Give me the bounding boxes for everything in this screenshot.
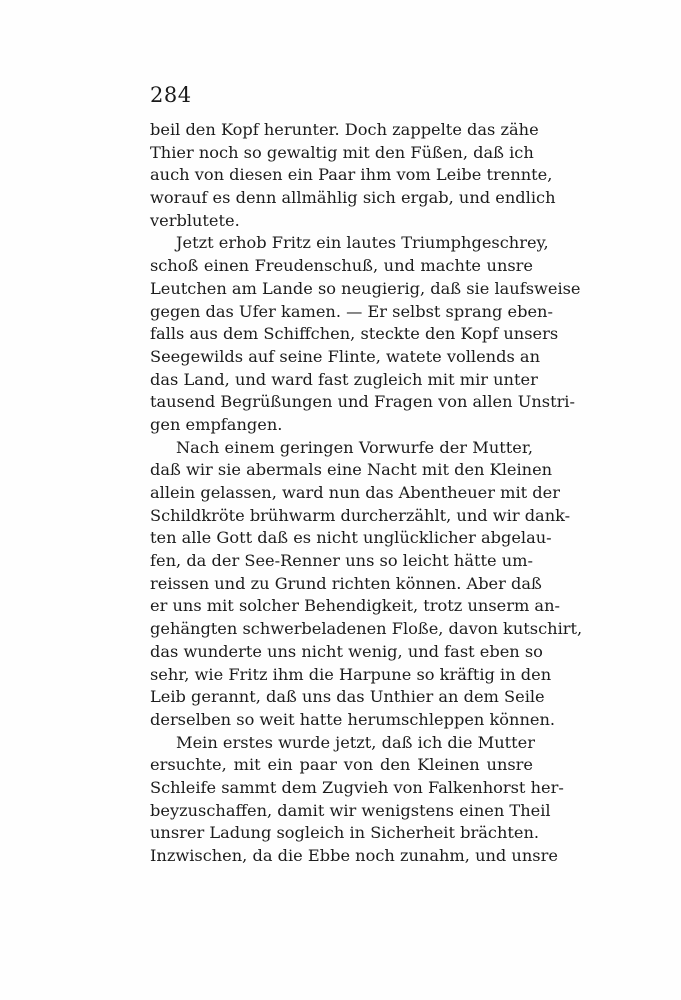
text-line: tausend Begrüßungen und Fragen von allen Unstri- xyxy=(150,392,575,412)
text-line: worauf es denn allmählig sich ergab, und endlich xyxy=(150,188,556,208)
text-line: Thier noch so gewaltig mit den Füßen, daß ich xyxy=(150,142,534,162)
paragraph xyxy=(150,732,564,868)
text-line: Schleife sammt dem Zugvieh von Falkenhorst her- xyxy=(150,777,564,797)
text-line: reissen und zu Grund richten können. Aber daß xyxy=(150,573,542,593)
text-line: schoß einen Freudenschuß, und machte unsre xyxy=(150,256,533,276)
text-line: beil den Kopf herunter. Doch zappelte das zähe xyxy=(150,120,539,139)
text-line: unsrer Ladung sogleich in Sicherheit brächten. xyxy=(150,823,540,843)
text-line: beyzuschaffen, damit wir wenigstens einen Theil xyxy=(150,800,551,820)
text-line: fen, da der See-Renner uns so leicht hätte um- xyxy=(150,551,533,571)
text-line: Seegewilds auf seine Flinte, watete vollends an xyxy=(150,346,540,366)
text-line: gegen das Ufer kamen. — Er selbst sprang eben- xyxy=(150,301,553,321)
text-line: das wunderte uns nicht wenig, und fast eben so xyxy=(150,641,543,661)
text-line: das Land, und ward fast zugleich mit mir unter xyxy=(150,369,538,389)
paragraph xyxy=(150,232,581,436)
page-number: 284 xyxy=(150,83,192,107)
text-line: falls aus dem Schiffchen, steckte den Kopf unsers xyxy=(150,324,559,344)
body-text xyxy=(150,119,583,868)
text-line: Schildkröte brühwarm durcherzählt, und wir dank- xyxy=(150,505,571,525)
text-line: ten alle Gott daß es nicht unglücklicher abgelau- xyxy=(150,528,552,548)
text-line: allein gelassen, ward nun das Abentheuer mit der xyxy=(150,483,560,502)
text-line: auch von diesen ein Paar ihm vom Leibe trennte, xyxy=(150,165,553,185)
text-line: Leutchen am Lande so neugierig, daß sie laufsweise xyxy=(150,278,581,298)
text-line: gehängten schwerbeladenen Floße, davon kutschirt, xyxy=(150,619,583,639)
text-line: Leib gerannt, daß uns das Unthier an dem Seile xyxy=(150,687,545,707)
text-line: daß wir sie abermals eine Nacht mit den Kleinen xyxy=(150,460,553,480)
text-line: Nach einem geringen Vorwurfe der Mutter, xyxy=(176,437,533,457)
text-line: ersuchte, mit ein paar von den Kleinen unsre xyxy=(150,755,533,775)
text-line: er uns mit solcher Behendigkeit, trotz unserm an- xyxy=(150,596,560,616)
paragraph xyxy=(150,119,556,232)
text-line: Inzwischen, da die Ebbe noch zunahm, und unsre xyxy=(150,846,558,865)
text-line: Mein erstes wurde jetzt, daß ich die Mutter xyxy=(176,732,535,752)
text-line: derselben so weit hatte herumschleppen können. xyxy=(150,709,556,729)
paragraph xyxy=(150,437,583,732)
text-line: Jetzt erhob Fritz ein lautes Triumphgeschrey, xyxy=(176,233,549,253)
text-line: verblutete. xyxy=(150,210,240,230)
text-line: gen empfangen. xyxy=(150,414,283,434)
text-line: sehr, wie Fritz ihm die Harpune so kräftig in den xyxy=(150,664,552,684)
